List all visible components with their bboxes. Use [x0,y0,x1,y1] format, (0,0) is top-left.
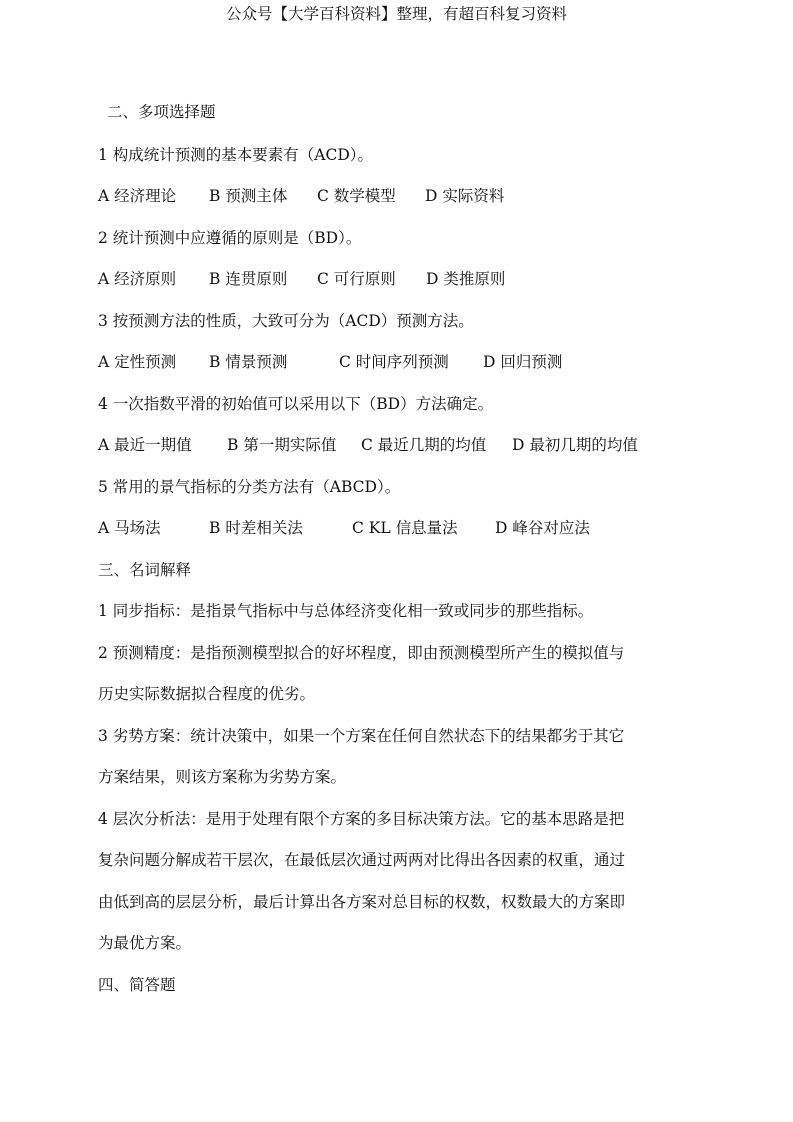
option-a: A 经济原则 [98,270,177,288]
option-d: D 类推原则 [426,270,506,288]
section-title-short-answer: 四、简答题 [98,976,176,994]
paragraph-line: 方案结果，则该方案称为劣势方案。 [98,768,347,786]
question-stem: 3 按预测方法的性质，大致可分为（ACD）预测方法。 [98,312,474,330]
section-title-glossary: 三、名词解释 [98,561,192,579]
option-d: D 峰谷对应法 [495,519,590,537]
option-c: C 数学模型 [317,187,396,205]
paragraph-line: 复杂问题分解成若干层次，在最低层次通过两两对比得出各因素的权重，通过 [98,851,626,869]
paragraph-line: 为最优方案。 [98,934,192,952]
option-d: D 实际资料 [425,187,505,205]
option-c: C 时间序列预测 [339,353,449,371]
paragraph-line: 4 层次分析法：是用于处理有限个方案的多目标决策方法。它的基本思路是把 [98,810,625,828]
option-c: C 最近几期的均值 [361,436,487,454]
paragraph-line: 3 劣势方案：统计决策中，如果一个方案在任何自然状态下的结果都劣于其它 [98,727,625,745]
question-stem: 4 一次指数平滑的初始值可以采用以下（BD）方法确定。 [98,395,494,413]
option-b: B 连贯原则 [209,270,288,288]
paragraph-line: 2 预测精度：是指预测模型拟合的好坏程度，即由预测模型所产生的模拟值与 [98,644,625,662]
option-a: A 定性预测 [98,353,177,371]
question-stem: 2 统计预测中应遵循的原则是（BD）。 [98,229,362,247]
option-b: B 时差相关法 [209,519,303,537]
question-stem: 5 常用的景气指标的分类方法有（ABCD）。 [98,478,401,496]
paragraph-line: 历史实际数据拟合程度的优劣。 [98,685,316,703]
option-b: B 第一期实际值 [227,436,337,454]
section-title-multiple-choice: 二、多项选择题 [107,103,216,121]
page-header: 公众号【大学百科资料】整理，有超百科复习资料 [225,5,567,23]
paragraph-line: 由低到高的层层分析，最后计算出各方案对总目标的权数，权数最大的方案即 [98,893,626,911]
option-a: A 最近一期值 [98,436,192,454]
option-d: D 最初几期的均值 [512,436,638,454]
option-c: C 可行原则 [317,270,396,288]
option-b: B 情景预测 [209,353,288,371]
option-a: A 马场法 [98,519,161,537]
option-a: A 经济理论 [98,187,177,205]
paragraph-line: 1 同步指标：是指景气指标中与总体经济变化相一致或同步的那些指标。 [98,602,594,620]
option-c: C KL 信息量法 [352,519,458,537]
option-d: D 回归预测 [483,353,563,371]
question-stem: 1 构成统计预测的基本要素有（ACD）。 [98,146,374,164]
option-b: B 预测主体 [209,187,288,205]
